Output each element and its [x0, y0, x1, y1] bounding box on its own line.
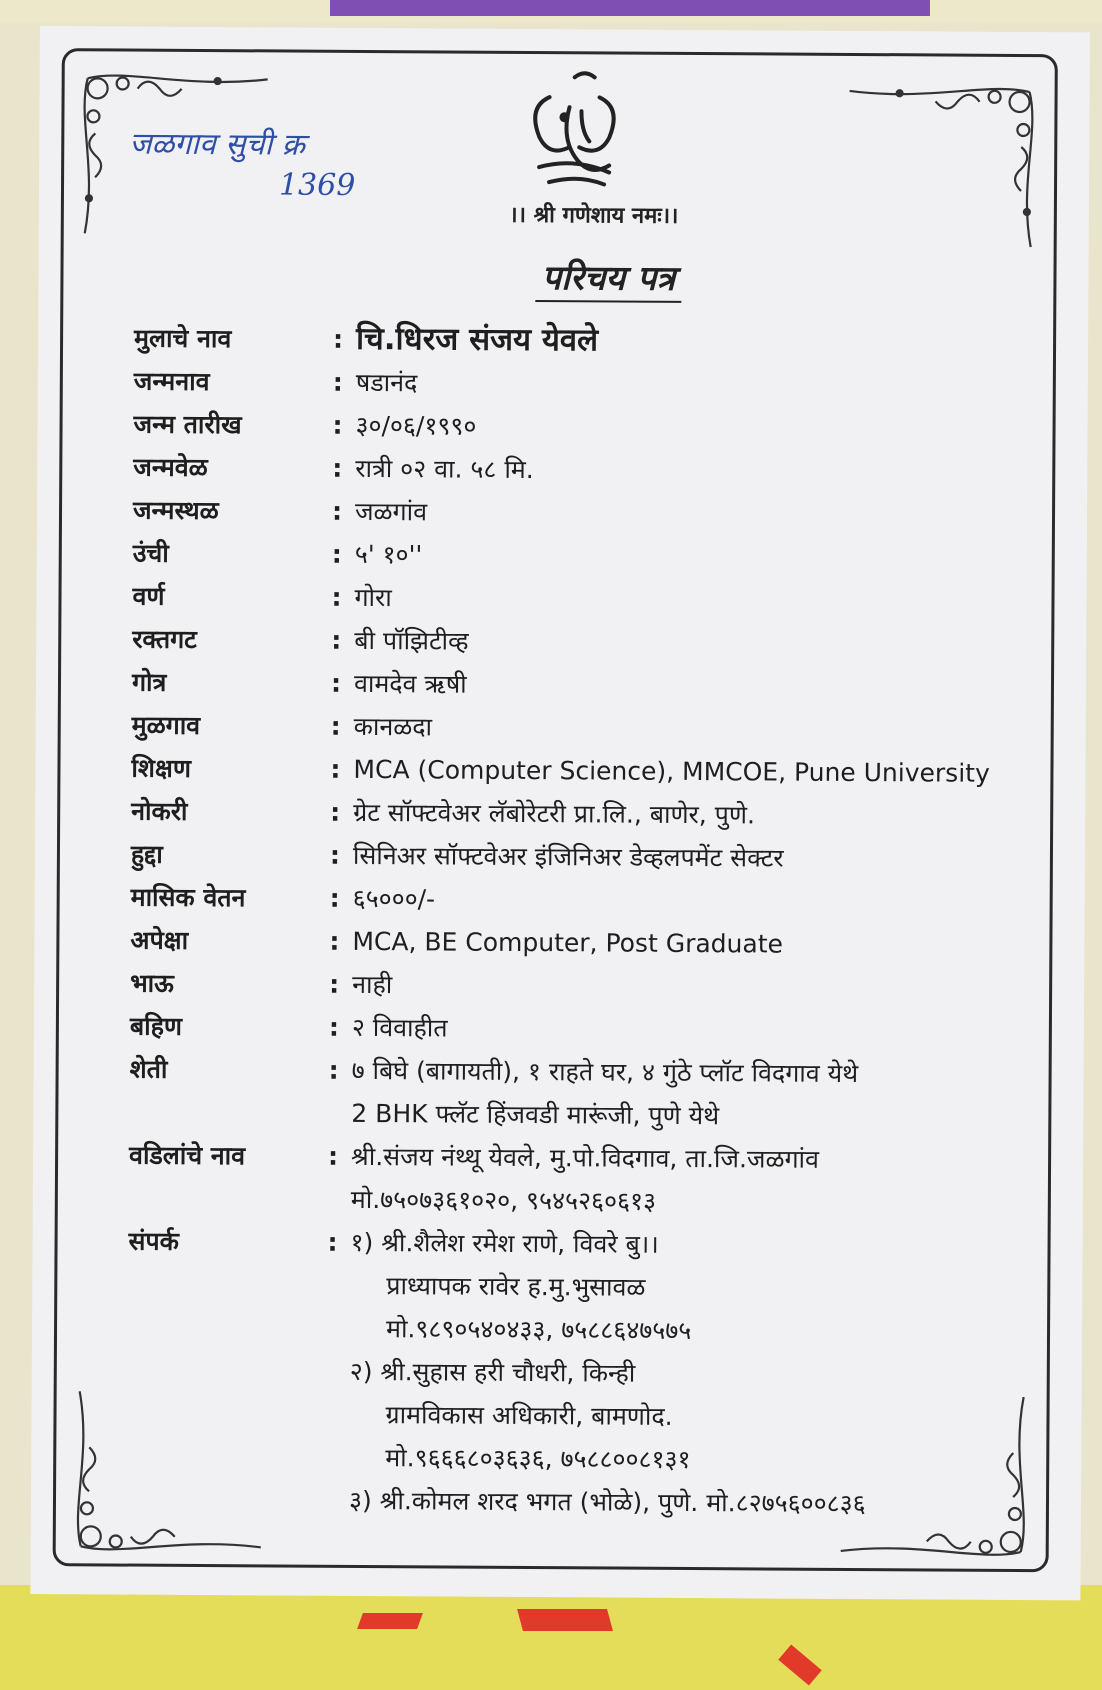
field-row: [132, 661, 1052, 710]
field-value: [356, 318, 1054, 365]
background-bottom: [0, 1585, 1102, 1690]
field-row: [134, 317, 1054, 366]
field-row: [132, 618, 1052, 667]
background-top: [0, 0, 1102, 22]
field-value: [353, 791, 1051, 838]
field-separator: :: [329, 926, 340, 956]
field-separator: :: [330, 797, 341, 827]
field-value: [353, 748, 1051, 795]
field-row: [130, 919, 1050, 968]
field-value-line: श्री.संजय नंथ्थू येवले, मु.पो.विदगाव, ता.जि.जळगांव: [351, 1141, 820, 1174]
field-separator: :: [331, 496, 343, 526]
field-label: रक्तगट: [132, 624, 197, 654]
field-row: [129, 1048, 1050, 1140]
field-label: वडिलांचे नाव: [129, 1140, 246, 1171]
field-value-line: वामदेव ऋषी: [353, 668, 467, 699]
field-row: [130, 1005, 1050, 1054]
field-label: वर्ण: [132, 581, 165, 611]
field-row: [133, 446, 1053, 495]
field-value-line: चि.धिरज संजय येवले: [355, 320, 599, 359]
field-label: जन्म तारीख: [133, 409, 242, 440]
field-value: [353, 877, 1051, 924]
field-label: जन्मस्थळ: [132, 495, 219, 526]
field-value-line: २ विवाहीत: [351, 1012, 448, 1043]
field-row: [131, 747, 1051, 796]
field-separator: :: [331, 625, 342, 655]
field-row: [131, 876, 1051, 925]
field-label: मुळगाव: [131, 710, 201, 740]
contact-line: मो.९८९०५४०४३३, ७५८८६४७५७५: [385, 1314, 692, 1346]
field-label: उंची: [132, 538, 169, 568]
field-label: अपेक्षा: [130, 925, 189, 955]
field-value: [356, 361, 1054, 408]
field-separator: :: [332, 453, 343, 483]
field-label: जन्मनाव: [133, 366, 210, 397]
field-separator: :: [329, 969, 340, 999]
contact-line: २) श्री.सुहास हरी चौधरी, किन्ही: [349, 1356, 636, 1388]
field-label: मुलाचे नाव: [134, 323, 232, 354]
field-value-line: MCA (Computer Science), MMCOE, Pune University: [353, 754, 990, 788]
field-value: [355, 404, 1053, 451]
field-value-line: कानळदा: [353, 711, 433, 742]
field-row: [131, 833, 1051, 882]
field-value-line: ३०/०६/१९९०: [355, 410, 477, 441]
contact-entry: [349, 1479, 1047, 1526]
field-value: [355, 490, 1053, 537]
field-value: [355, 447, 1053, 494]
field-value-line: ६५०००/-: [352, 883, 436, 914]
field-value-line: MCA, BE Computer, Post Graduate: [352, 926, 784, 959]
field-row: [132, 575, 1052, 624]
field-label: नोकरी: [131, 796, 188, 826]
contact-line: ३) श्री.कोमल शरद भगत (भोळे), पुणे. मो.८२७५६००८३६: [348, 1485, 866, 1519]
field-value: [351, 1135, 1050, 1225]
field-separator: :: [328, 1141, 339, 1171]
field-value: [351, 1049, 1050, 1139]
field-value-line: बी पॉझिटीव्ह: [354, 625, 469, 656]
contact-entry: [349, 1350, 1048, 1483]
contact-entry: [350, 1221, 1049, 1354]
field-value: [355, 533, 1053, 580]
field-value-line: रात्री ०२ वा. ५८ मि.: [355, 453, 534, 485]
field-label: बहिण: [129, 1011, 183, 1041]
field-label: हुद्दा: [130, 839, 163, 869]
field-separator: :: [333, 324, 344, 354]
field-separator: :: [332, 410, 343, 440]
ganesh-emblem-icon: [519, 67, 630, 198]
field-label: गोत्र: [131, 667, 167, 697]
contact-line: मो.९६६६८०३६३६, ७५८८००८१३१: [385, 1443, 691, 1475]
field-label: शिक्षण: [131, 753, 192, 783]
background-red-mark: [357, 1613, 423, 1629]
background-purple-strip: [330, 0, 930, 16]
field-separator: :: [331, 539, 342, 569]
contact-line: १) श्री.शैलेश रमेश राणे, विवरे बु।।: [350, 1227, 659, 1259]
invocation: ।। श्री गणेशाय नमः।।: [509, 202, 679, 229]
field-row: [133, 489, 1053, 538]
field-separator: :: [331, 582, 342, 612]
field-value-line: नाही: [352, 969, 393, 1000]
field-separator: :: [329, 883, 340, 913]
background-red-mark: [778, 1644, 821, 1685]
handwritten-note-line1: जळगाव सुची क्र: [129, 126, 306, 163]
field-row: [131, 790, 1051, 839]
field-value: [352, 963, 1050, 1010]
field-value: [352, 1006, 1050, 1053]
biodata-sheet: [30, 26, 1090, 1600]
field-value: [354, 662, 1052, 709]
field-separator: :: [329, 840, 341, 870]
field-separator: :: [328, 1055, 339, 1085]
field-value-line: जळगांव: [354, 496, 428, 527]
field-separator: :: [330, 754, 341, 784]
field-label: शेती: [129, 1054, 168, 1084]
field-row: [134, 360, 1054, 409]
field-value-line: मो.७५०७३६१०२०, ९५४५२६०६१३: [350, 1184, 657, 1216]
contact-list: [349, 1221, 1049, 1526]
handwritten-note-number: 1369: [278, 167, 356, 203]
field-value: [354, 705, 1052, 752]
field-value: [353, 834, 1051, 881]
field-label: मासिक वेतन: [130, 882, 246, 913]
field-value-line: गोरा: [354, 582, 392, 613]
contact-line: प्राध्यापक रावेर ह.मु.भुसावळ: [386, 1271, 646, 1302]
page-title-text: परिचय पत्र: [536, 258, 682, 303]
field-value-line: 2 BHK फ्लॅट हिंजवडी मारूंजी, पुणे येथे: [351, 1098, 720, 1131]
field-row: [130, 962, 1050, 1011]
field-value-line: ७ बिघे (बागायती), १ राहते घर, ४ गुंठे प्लॉट विदगाव येथे: [351, 1055, 859, 1089]
field-row: [129, 1134, 1050, 1226]
handwritten-note: [129, 125, 489, 207]
page-title: [38, 250, 1088, 302]
field-row: [133, 532, 1053, 581]
field-value-line: ग्रेट सॉफ्टवेअर लॅबोरेटरी प्रा.लि., बाणेर, पुणे.: [353, 797, 756, 830]
field-value: [354, 619, 1052, 666]
field-value-line: ५' १०'': [354, 539, 423, 570]
field-separator: :: [330, 711, 341, 741]
field-label: जन्मवेळ: [133, 452, 208, 483]
field-value-line: सिनिअर सॉफ्टवेअर इंजिनिअर डेव्हलपमेंट सेक्टर: [352, 840, 784, 873]
field-row: [133, 403, 1053, 452]
field-value: [354, 576, 1052, 623]
field-separator: :: [328, 1012, 339, 1042]
contact-line: ग्रामविकास अधिकारी, बामणोद.: [385, 1400, 673, 1431]
field-separator: :: [332, 367, 343, 397]
field-separator: :: [327, 1227, 338, 1257]
field-label: भाऊ: [130, 968, 174, 998]
field-separator: :: [330, 668, 342, 698]
field-value-line: षडानंद: [355, 367, 418, 398]
biodata-fields: [127, 317, 1054, 1527]
field-row: [132, 704, 1052, 753]
field-value: [352, 920, 1050, 967]
background-red-mark: [517, 1609, 613, 1631]
contact-label: संपर्क: [128, 1226, 179, 1256]
contact-row: [127, 1220, 1049, 1527]
